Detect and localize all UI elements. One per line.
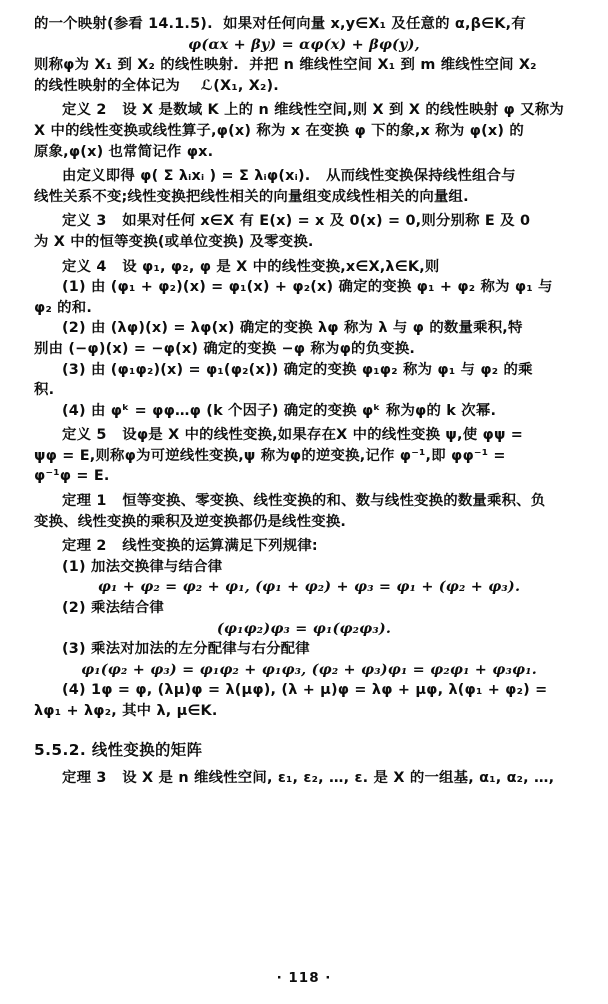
theorem-1-line-1: 定理 1 恒等变换、零变换、线性变换的和、数与线性变换的数量乘积、负 bbox=[62, 493, 546, 510]
theorem-2-equation-2: (φ₁φ₂)φ₃ = φ₁(φ₂φ₃). bbox=[216, 619, 392, 637]
definition-4-item-1-cont: φ₂ 的和. bbox=[34, 299, 93, 316]
theorem-2-equation-3: φ₁(φ₂ + φ₃) = φ₁φ₂ + φ₁φ₃, (φ₂ + φ₃)φ₁ = φ₂φ₁ + φ₃φ₁. bbox=[81, 660, 537, 678]
theorem-2-item-3: (3) 乘法对加法的左分配律与右分配律 bbox=[62, 641, 310, 658]
theorem-2-item-1: (1) 加法交换律与结合律 bbox=[62, 558, 223, 575]
definition-4-item-4: (4) 由 φᵏ = φφ…φ (k 个因子) 确定的变换 φᵏ 称为φ的 k 次幂. bbox=[62, 402, 497, 419]
definition-4-item-3: (3) 由 (φ₁φ₂)(x) = φ₁(φ₂(x)) 确定的变换 φ₁φ₂ 称为 φ₁ 与 φ₂ 的乘 bbox=[62, 361, 533, 378]
theorem-2-equation-1: φ₁ + φ₂ = φ₂ + φ₁, (φ₁ + φ₂) + φ₃ = φ₁ + (φ₂ + φ₃). bbox=[97, 578, 521, 596]
theorem-2-item-4-cont: λφ₁ + λφ₂, 其中 λ, μ∈K. bbox=[34, 703, 218, 719]
definition-3-line-2: 为 X 中的恒等变换(或单位变换) 及零变换. bbox=[34, 233, 314, 250]
definition-4-line-1: 定义 4 设 φ₁, φ₂, φ 是 X 中的线性变换,x∈X,λ∈K,则 bbox=[62, 258, 440, 275]
paragraph-line: 线性关系不变;线性变换把线性相关的向量组变成线性相关的向量组. bbox=[34, 188, 469, 205]
definition-4-item-1: (1) 由 (φ₁ + φ₂)(x) = φ₁(x) + φ₂(x) 确定的变换 φ₁ + φ₂ 称为 φ₁ 与 bbox=[62, 279, 553, 296]
theorem-2-line-1: 定理 2 线性变换的运算满足下列规律: bbox=[62, 538, 318, 555]
definition-2-line-3: 原象,φ(x) 也常简记作 φx. bbox=[34, 143, 214, 160]
theorem-3-line-1: 定理 3 设 X 是 n 维线性空间, ε₁, ε₂, …, ε. 是 X 的一组基, α₁, α₂, …, bbox=[62, 769, 555, 786]
definition-4-item-2: (2) 由 (λφ)(x) = λφ(x) 确定的变换 λφ 称为 λ 与 φ 的数量乘积,特 bbox=[62, 320, 523, 337]
paragraph-line: 则称φ为 X₁ 到 X₂ 的线性映射. 并把 n 维线性空间 X₁ 到 m 维线性空间 X₂ bbox=[34, 57, 537, 74]
definition-4-item-3-cont: 积. bbox=[34, 382, 55, 399]
definition-2-line-1: 定义 2 设 X 是数域 K 上的 n 维线性空间,则 X 到 X 的线性映射 φ 又称为 bbox=[62, 102, 564, 119]
theorem-2-item-2: (2) 乘法结合律 bbox=[62, 600, 164, 617]
theorem-2-item-4: (4) 1φ = φ, (λμ)φ = λ(μφ), (λ + μ)φ = λφ + μφ, λ(φ₁ + φ₂) = bbox=[62, 682, 548, 699]
section-heading: 5.5.2. 线性变换的矩阵 bbox=[34, 740, 203, 759]
definition-5-line-1: 定义 5 设φ是 X 中的线性变换,如果存在X 中的线性变换 ψ,使 φψ = bbox=[62, 427, 524, 444]
definition-2-line-2: X 中的线性变换或线性算子,φ(x) 称为 x 在变换 φ 下的象,x 称为 φ(x) 的 bbox=[34, 122, 524, 139]
definition-4-item-2-cont: 别由 (−φ)(x) = −φ(x) 确定的变换 −φ 称为φ的负变换. bbox=[34, 340, 416, 357]
page-number: · 118 · bbox=[276, 970, 332, 986]
paragraph-line: 的一个映射(参看 14.1.5). 如果对任何向量 x,y∈X₁ 及任意的 α,β∈K,有 bbox=[34, 16, 526, 32]
definition-5-line-2: ψφ = E,则称φ为可逆线性变换,ψ 称为φ的逆变换,记作 φ⁻¹,即 φφ⁻¹ = bbox=[34, 447, 506, 464]
definition-5-line-3: φ⁻¹φ = E. bbox=[34, 468, 110, 485]
theorem-1-line-2: 变换、线性变换的乘积及逆变换都仍是线性变换. bbox=[34, 513, 347, 530]
paragraph-line: 的线性映射的全体记为 ℒ(X₁, X₂). bbox=[34, 77, 279, 94]
display-equation: φ(αx + βy) = αφ(x) + βφ(y), bbox=[188, 35, 420, 53]
definition-3-line-1: 定义 3 如果对任何 x∈X 有 E(x) = x 及 0(x) = 0,则分别称 E 及 0 bbox=[62, 213, 531, 230]
paragraph-line: 由定义即得 φ( Σ λᵢxᵢ ) = Σ λᵢφ(xᵢ). 从而线性变换保持线性组合与 bbox=[62, 168, 516, 185]
